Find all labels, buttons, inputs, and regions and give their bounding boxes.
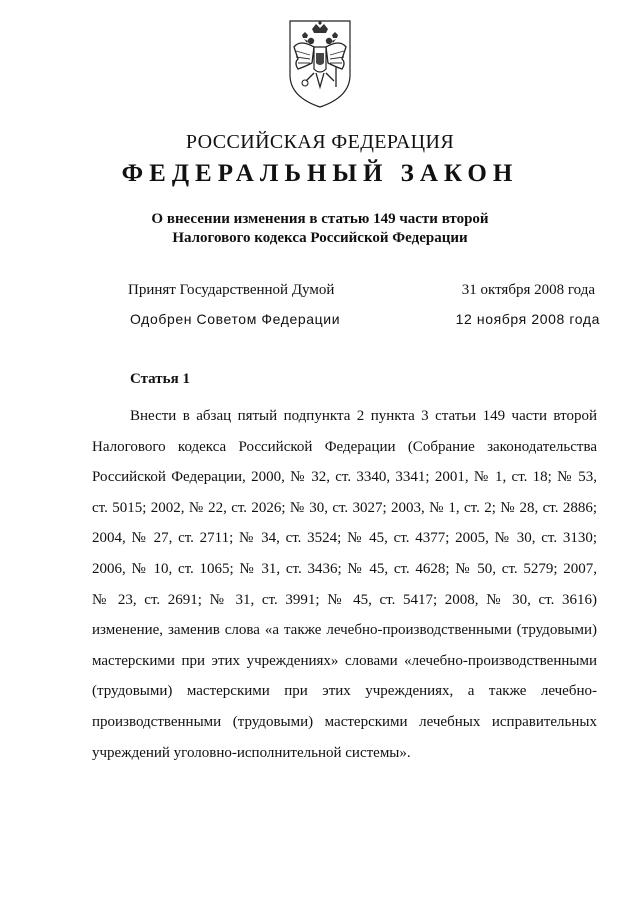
article-text-line: Налогового кодекса Российской Федерации (Собрание законодательства: [92, 438, 597, 455]
russian-coat-of-arms-icon: [274, 17, 366, 109]
article-text-line: учреждений уголовно-исполнительной системы».: [92, 744, 411, 761]
article-text-line: 2004, № 27, ст. 2711; № 34, ст. 3524; № 45, ст. 4377; 2005, № 30, ст. 3130;: [92, 530, 597, 547]
law-title: [0, 210, 640, 248]
article-text-line: изменение, заменив слова «а также лечебно-производственными (трудовыми): [92, 622, 597, 639]
article-text-line: 2006, № 10, ст. 1065; № 31, ст. 3436; № 45, ст. 4628; № 50, ст. 5279; 2007,: [92, 560, 597, 577]
article-body: [92, 401, 597, 768]
article-text-line: мастерскими при этих учреждениях» словами «лечебно-производственными: [92, 652, 597, 669]
article-heading: Статья 1: [130, 371, 190, 387]
law-title-line: Налогового кодекса Российской Федерации: [172, 230, 468, 246]
article-text-line: Внести в абзац пятый подпункта 2 пункта 3 статьи 149 части второй: [130, 408, 597, 424]
law-type-heading: ФЕДЕРАЛЬНЫЙ ЗАКОН: [121, 160, 519, 187]
article-text-line: (трудовыми) мастерскими при этих учреждениях, а также лечебно-: [92, 683, 597, 700]
country-heading: РОССИЙСКАЯ ФЕДЕРАЦИЯ: [185, 131, 455, 153]
law-title-line: О внесении изменения в статью 149 части второй: [151, 211, 489, 227]
duma-adoption-label: Принят Государственной Думой: [128, 282, 335, 298]
article-text-line: производственными (трудовыми) мастерскими лечебных исправительных: [92, 713, 597, 730]
council-approval-label: Одобрен Советом Федерации: [130, 311, 341, 327]
article-text-line: № 23, ст. 2691; № 31, ст. 3991; № 45, ст. 5417; 2008, № 30, ст. 3616): [92, 591, 597, 608]
article-text-line: Российской Федерации, 2000, № 32, ст. 3340, 3341; 2001, № 1, ст. 18; № 53,: [92, 469, 597, 486]
duma-adoption-date: 31 октября 2008 года: [461, 282, 595, 298]
article-text-line: ст. 5015; 2002, № 22, ст. 2026; № 30, ст. 3027; 2003, № 1, ст. 2; № 28, ст. 2886;: [92, 499, 597, 516]
council-approval-date: 12 ноября 2008 года: [455, 311, 600, 327]
